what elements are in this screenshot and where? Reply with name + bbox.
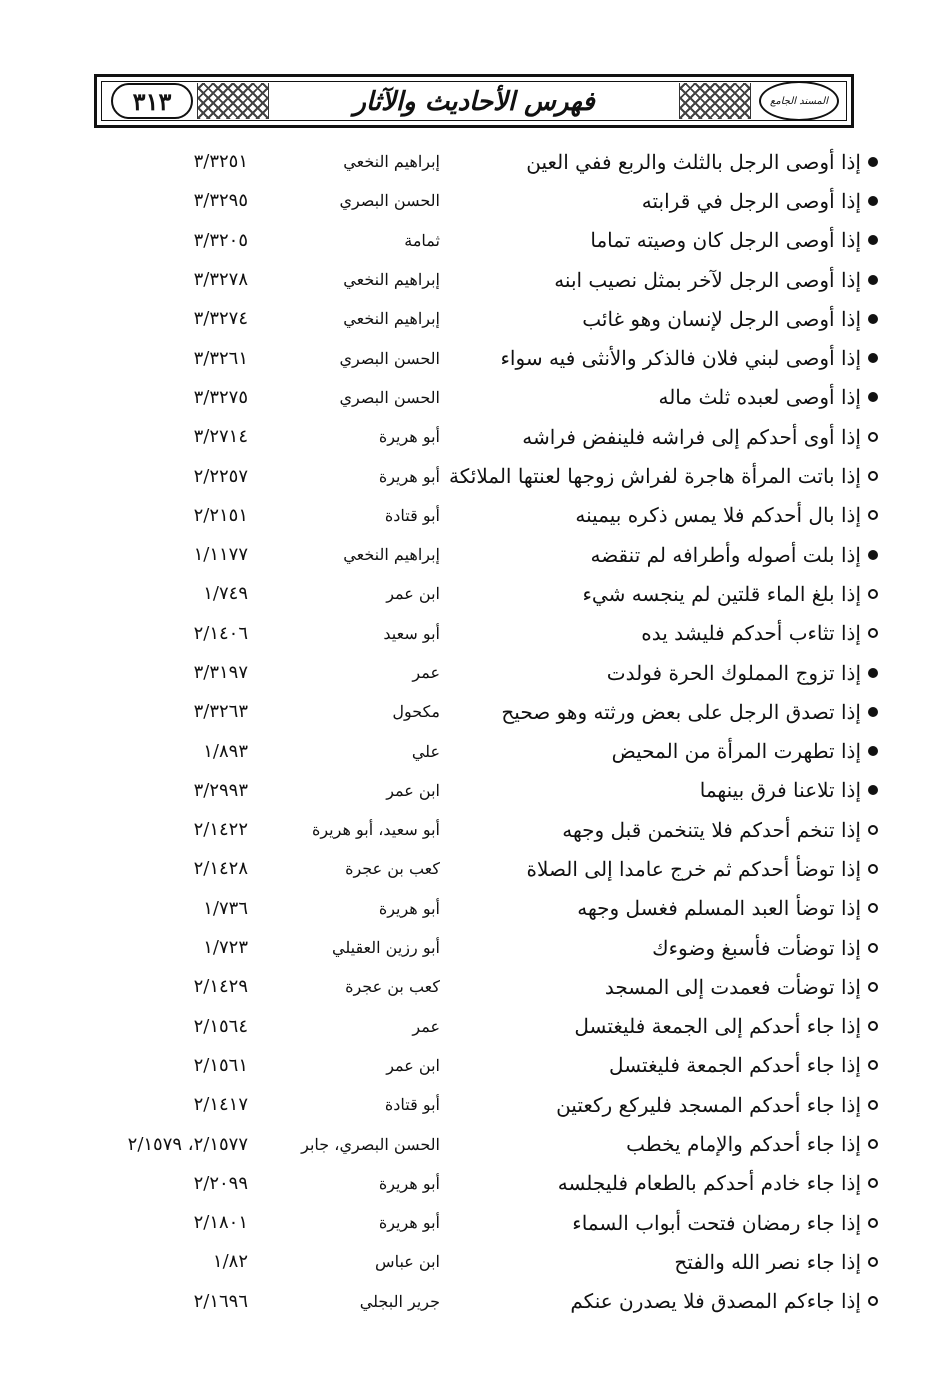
table-row [0,181,938,220]
hadith-text-cell [448,260,878,299]
table-row [0,535,938,574]
hadith-text-cell [448,692,878,731]
hadith-text-cell [448,1282,878,1321]
reference-cell: ٣/٣٢٩٥ [193,190,248,212]
table-row [0,1124,938,1163]
hadith-text-cell [448,1085,878,1124]
hollow-bullet-icon [868,903,878,913]
hollow-bullet-icon [868,510,878,520]
hadith-text-cell [448,378,878,417]
reference-cell: ٣/٢٧١٤ [193,426,248,448]
hadith-text-cell [448,1007,878,1046]
narrator-cell: كعب بن عجرة [345,859,440,879]
table-row [0,299,938,338]
hadith-text: إذا أوصى الرجل لإنسان وهو غائب [582,306,861,331]
narrator-cell: أبو هريرة [378,466,440,486]
hadith-text-cell [448,496,878,535]
reference-cell: ٢/١٦٩٦ [193,1290,248,1312]
hadith-text: إذا جاء أحدكم المسجد فليركع ركعتين [556,1092,861,1117]
page-header [94,74,854,128]
narrator-cell: مكحول [392,702,440,722]
table-row [0,692,938,731]
hadith-text: إذا بلت أصوله وأطرافه لم تنقضه [590,542,861,567]
hollow-bullet-icon [868,1218,878,1228]
hadith-text-cell [448,928,878,967]
hadith-text-cell [448,417,878,456]
hollow-bullet-icon [868,589,878,599]
reference-cell: ٣/٢٩٩٣ [193,779,248,801]
hollow-bullet-icon [868,628,878,638]
table-row [0,456,938,495]
hollow-bullet-icon [868,471,878,481]
filled-bullet-icon [868,235,878,245]
narrator-cell: علي [411,741,440,761]
table-row [0,574,938,613]
hadith-text-cell [448,810,878,849]
hadith-text-cell [448,535,878,574]
reference-cell: ١/٧٢٣ [203,937,248,959]
narrator-cell: الحسن البصري، جابر [301,1134,440,1154]
narrator-cell: ابن عباس [375,1252,440,1272]
hadith-text: إذا جاء أحدكم إلى الجمعة فليغتسل [574,1014,861,1039]
reference-cell: ٣/٣٢٧٥ [193,386,248,408]
hadith-text-cell [448,1124,878,1163]
reference-cell: ١/٨٩٣ [203,740,248,762]
hadith-text: إذا باتت المرأة هاجرة لفراش زوجها لعنتها الملائكة [448,464,861,489]
emblem-logo: المسند الجامع [759,81,839,121]
reference-cell: ٢/١٤٠٦ [193,622,248,644]
hadith-text-cell [448,574,878,613]
reference-cell: ٢/١٥٦١ [193,1054,248,1076]
narrator-cell: الحسن البصري [339,191,440,211]
filled-bullet-icon [868,707,878,717]
table-row [0,1282,938,1321]
table-row [0,496,938,535]
narrator-cell: أبو سعيد [383,623,440,643]
hadith-text: إذا جاء أحدكم والإمام يخطب [626,1132,861,1157]
table-row [0,378,938,417]
hollow-bullet-icon [868,1021,878,1031]
hadith-text: إذا تصدق الرجل على بعض ورثته وهو صحيح [501,699,861,724]
hollow-bullet-icon [868,1060,878,1070]
hadith-text: إذا أوصى لبني فلان فالذكر والأنثى فيه سواء [500,346,861,371]
left-ornament [197,83,269,119]
hadith-text: إذا أوصى الرجل كان وصيته تماما [590,228,861,253]
hadith-text-cell [448,967,878,1006]
hollow-bullet-icon [868,432,878,442]
filled-bullet-icon [868,157,878,167]
hadith-text-cell [448,299,878,338]
hadith-text: إذا تلاعنا فرق بينهما [699,778,861,803]
reference-cell: ٣/٣٢٠٥ [193,229,248,251]
table-row [0,653,938,692]
reference-cell: ٢/١٤٢٩ [193,976,248,998]
narrator-cell: إبراهيم النخعي [343,545,440,565]
reference-cell: ٣/٣٢٧٨ [193,269,248,291]
narrator-cell: إبراهيم النخعي [343,309,440,329]
reference-cell: ١/٨٢ [212,1251,248,1273]
hadith-text: إذا جاءكم المصدق فلا يصدرن عنكم [570,1289,861,1314]
hadith-text: إذا توضأ العبد المسلم فغسل وجهه [577,896,861,921]
hadith-text: إذا أوى أحدكم إلى فراشه فلينفض فراشه [522,424,861,449]
narrator-cell: عمر [412,1016,440,1036]
filled-bullet-icon [868,668,878,678]
hadith-text: إذا أوصى الرجل في قرابته [641,188,861,213]
filled-bullet-icon [868,550,878,560]
hollow-bullet-icon [868,1178,878,1188]
hadith-text-cell [448,1242,878,1281]
hollow-bullet-icon [868,1100,878,1110]
hadith-text: إذا جاء خادم أحدكم بالطعام فليجلسه [557,1171,861,1196]
hadith-text: إذا جاء أحدكم الجمعة فليغتسل [609,1053,861,1078]
reference-cell: ٢/١٤٢٨ [193,858,248,880]
narrator-cell: أبو سعيد، أبو هريرة [311,820,440,840]
table-row [0,967,938,1006]
hadith-text: إذا تطهرت المرأة من المحيض [611,739,861,764]
hadith-text: إذا أوصى الرجل لآخر بمثل نصيب ابنه [554,267,861,292]
narrator-cell: أبو رزين العقيلي [331,938,440,958]
narrator-cell: أبو قتادة [384,505,440,525]
hadith-text-cell [448,889,878,928]
hadith-text: إذا توضأت فعمدت إلى المسجد [604,974,861,999]
table-row [0,810,938,849]
table-row [0,889,938,928]
filled-bullet-icon [868,196,878,206]
hadith-text: إذا أوصى لعبده ثلث ماله [658,385,861,410]
narrator-cell: إبراهيم النخعي [343,270,440,290]
table-row [0,417,938,456]
table-row [0,771,938,810]
narrator-cell: أبو هريرة [378,898,440,918]
hadith-text-cell [448,653,878,692]
reference-cell: ٢/٢١٥١ [193,504,248,526]
filled-bullet-icon [868,275,878,285]
reference-cell: ٣/٣٢٦١ [193,347,248,369]
reference-cell: ٢/١٥٧٧، ٢/١٥٧٩ [127,1133,248,1155]
table-row [0,338,938,377]
hadith-text: إذا بلغ الماء قلتين لم ينجسه شيء [582,581,861,606]
hollow-bullet-icon [868,864,878,874]
hadith-text: إذا أوصى الرجل بالثلث والربع ففي العين [526,149,861,174]
reference-cell: ١/١١٧٧ [193,544,248,566]
hadith-text-cell [448,771,878,810]
hadith-text: إذا تثاءب أحدكم فليشد يده [641,621,861,646]
hadith-text-cell [448,1046,878,1085]
narrator-cell: أبو هريرة [378,1213,440,1233]
filled-bullet-icon [868,353,878,363]
filled-bullet-icon [868,785,878,795]
hadith-text-cell [448,1203,878,1242]
narrator-cell: كعب بن عجرة [345,977,440,997]
table-row [0,614,938,653]
hollow-bullet-icon [868,1296,878,1306]
table-row [0,1046,938,1085]
hollow-bullet-icon [868,1139,878,1149]
table-row [0,1007,938,1046]
hollow-bullet-icon [868,825,878,835]
hadith-text-cell [448,614,878,653]
narrator-cell: الحسن البصري [339,348,440,368]
right-ornament [679,83,751,119]
reference-cell: ٢/١٥٦٤ [193,1015,248,1037]
hadith-text-cell [448,181,878,220]
hadith-text: إذا بال أحدكم فلا يمس ذكره بيمينه [575,503,861,528]
hadith-text: إذا جاء رمضان فتحت أبواب السماء [572,1210,861,1235]
narrator-cell: ابن عمر [386,780,440,800]
reference-cell: ١/٧٣٦ [203,897,248,919]
table-row [0,142,938,181]
hadith-text: إذا تزوج المملوك الحرة فولدت [606,660,861,685]
reference-cell: ٢/٢٠٩٩ [193,1172,248,1194]
reference-cell: ٣/٣١٩٧ [193,662,248,683]
table-row [0,849,938,888]
hadith-text-cell [448,1164,878,1203]
narrator-cell: جرير البجلي [359,1291,440,1311]
table-row [0,1164,938,1203]
hadith-text-cell [448,731,878,770]
narrator-cell: ابن عمر [386,1055,440,1075]
hadith-text: إذا جاء نصر الله والفتح [674,1249,861,1274]
page-number: ٣١٣ [111,83,193,119]
hollow-bullet-icon [868,982,878,992]
hollow-bullet-icon [868,943,878,953]
hadith-text-cell [448,456,878,495]
narrator-cell: الحسن البصري [339,387,440,407]
narrator-cell: ابن عمر [386,584,440,604]
page-title: فهرس الأحاديث والآثار [353,87,595,117]
narrator-cell: عمر [412,663,440,682]
table-row [0,731,938,770]
hadith-text: إذا تنخم أحدكم فلا يتنخمن قبل وجهه [562,817,861,842]
filled-bullet-icon [868,746,878,756]
narrator-cell: أبو هريرة [378,427,440,447]
reference-cell: ٢/١٨٠١ [193,1212,248,1234]
reference-cell: ٣/٣٢٧٤ [193,308,248,330]
reference-cell: ٣/٣٢٦٣ [193,701,248,723]
reference-cell: ٢/١٤١٧ [193,1094,248,1116]
hadith-text-cell [448,338,878,377]
reference-cell: ١/٧٤٩ [203,583,248,605]
reference-cell: ٣/٣٢٥١ [193,151,248,173]
reference-cell: ٢/١٤٢٢ [193,819,248,841]
narrator-cell: أبو هريرة [378,1173,440,1193]
hadith-text: إذا توضأ أحدكم ثم خرج عامدا إلى الصلاة [526,856,861,881]
table-row [0,928,938,967]
filled-bullet-icon [868,392,878,402]
narrator-cell: أبو قتادة [384,1095,440,1115]
narrator-cell: ثمامة [404,230,440,250]
hadith-index-table [0,142,938,1321]
filled-bullet-icon [868,314,878,324]
reference-cell: ٢/٢٢٥٧ [193,465,248,487]
table-row [0,260,938,299]
hadith-text: إذا توضأت فأسبغ وضوءك [652,935,861,960]
hadith-text-cell [448,221,878,260]
table-row [0,221,938,260]
hollow-bullet-icon [868,1257,878,1267]
hadith-text-cell [448,849,878,888]
table-row [0,1242,938,1281]
narrator-cell: إبراهيم النخعي [343,152,440,172]
hadith-text-cell [448,142,878,181]
table-row [0,1085,938,1124]
table-row [0,1203,938,1242]
